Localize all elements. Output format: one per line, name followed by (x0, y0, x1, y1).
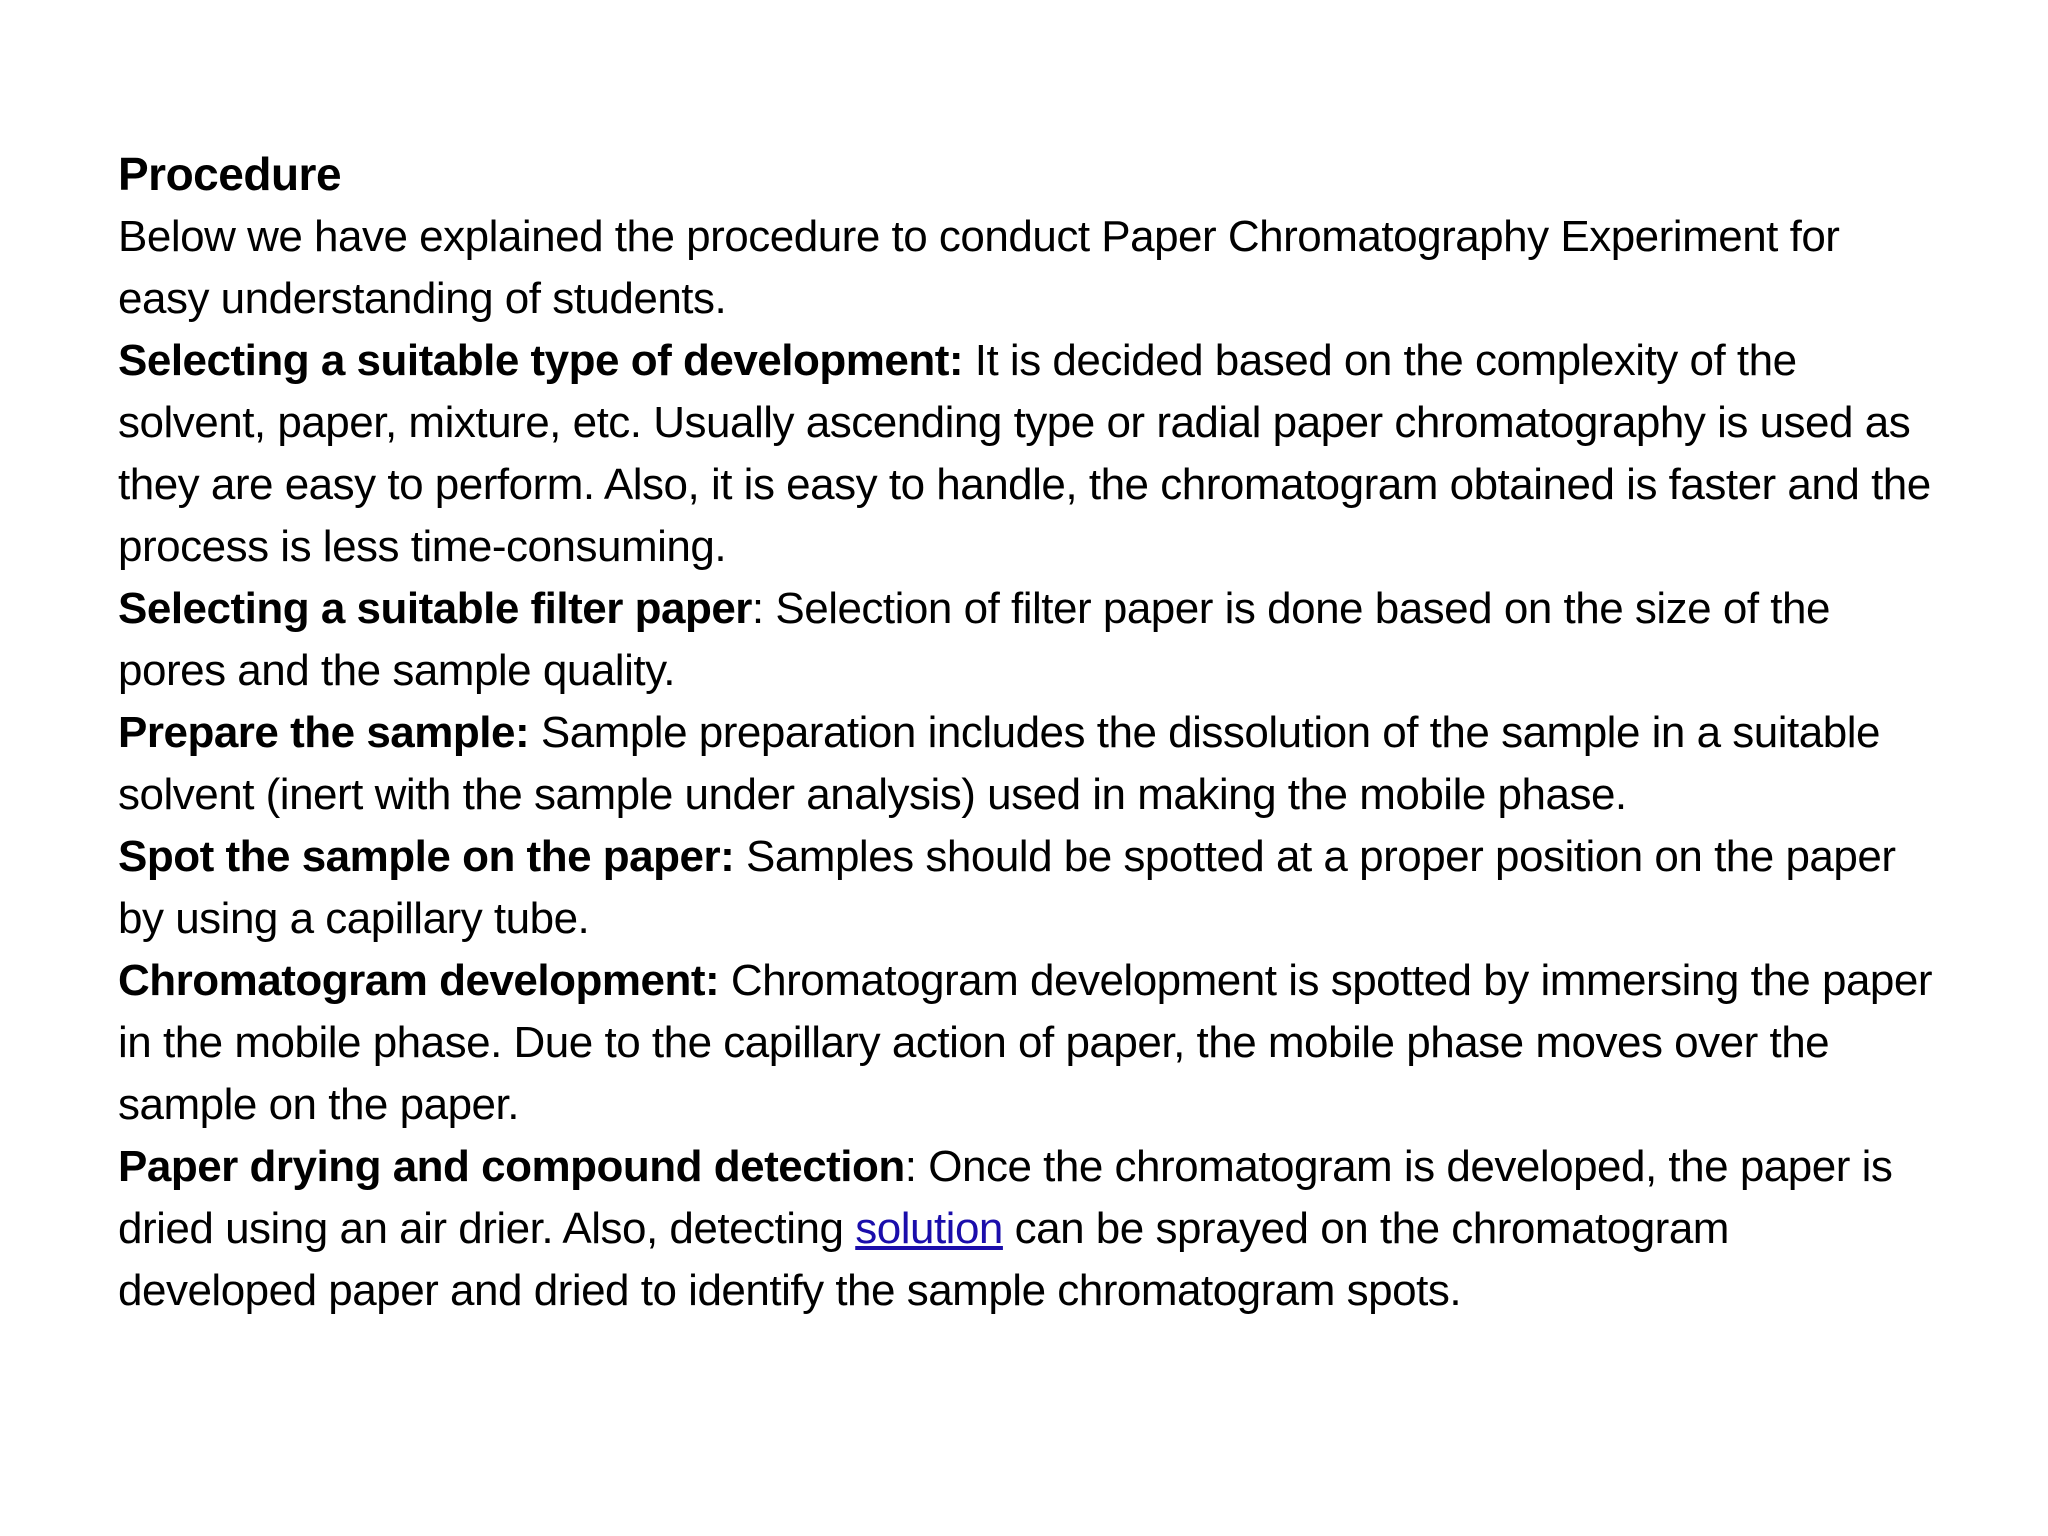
step-spot-sample (118, 826, 1938, 950)
section-title: Procedure (118, 148, 342, 200)
intro-paragraph: Below we have explained the procedure to conduct Paper Chromatography Experiment for easy understanding of students. (118, 212, 1840, 323)
step-chromatogram-development (118, 950, 1938, 1136)
step-lead: Chromatogram development: (118, 956, 720, 1005)
step-text: Sample preparation includes the dissolution of the sample in a suitable solvent (inert with the sample under analysis) used in making the mobile phase. (118, 708, 1880, 819)
step-filter-paper (118, 578, 1938, 702)
step-drying-detection (118, 1136, 1938, 1322)
step-lead: Spot the sample on the paper: (118, 832, 735, 881)
step-lead: Paper drying and compound detection (118, 1142, 905, 1191)
step-lead: Selecting a suitable type of development: (118, 336, 964, 385)
step-development-type (118, 330, 1938, 578)
step-text-after-link: can be sprayed on the chromatogram developed paper and dried to identify the sample chromatogram spots. (118, 1204, 1729, 1315)
step-text-before-link: : Once the chromatogram is developed, the paper is dried using an air drier. Also, detecting (118, 1142, 1893, 1253)
step-text: Chromatogram development is spotted by immersing the paper in the mobile phase. Due to the capillary action of paper, the mobile phase moves over the sample on the paper. (118, 956, 1933, 1129)
step-text: : Selection of filter paper is done based on the size of the pores and the sample quality. (118, 584, 1830, 695)
step-lead: Selecting a suitable filter paper (118, 584, 752, 633)
step-lead: Prepare the sample: (118, 708, 530, 757)
solution-link[interactable]: solution (855, 1204, 1003, 1253)
procedure-section (118, 142, 1938, 1322)
step-prepare-sample (118, 702, 1938, 826)
step-text: It is decided based on the complexity of the solvent, paper, mixture, etc. Usually ascending type or radial paper chromatography is used as they are easy to perform. Also, it is easy to handle, the chromatogram obtained is faster and the process is less time-consuming. (118, 336, 1931, 571)
step-text: Samples should be spotted at a proper position on the paper by using a capillary tube. (118, 832, 1896, 943)
